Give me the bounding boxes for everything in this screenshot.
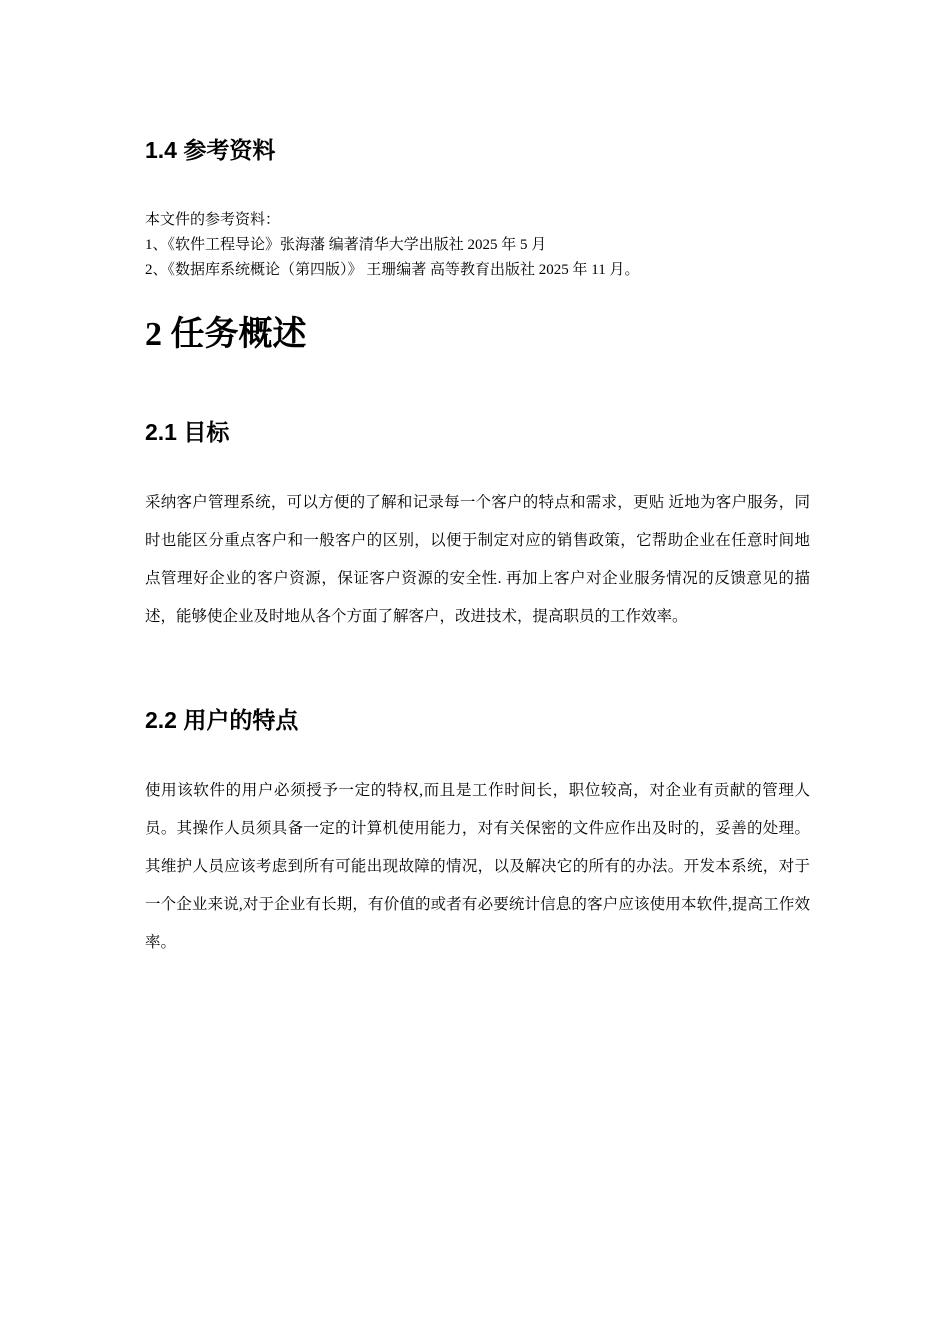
section-heading-references: 1.4 参考资料 <box>145 137 276 163</box>
user-traits-paragraph: 使用该软件的用户必须授予一定的特权,而且是工作时间长，职位较高，对企业有贡献的管理人员。其操作人员须具备一定的计算机使用能力，对有关保密的文件应作出及时的，妥善的处理。其维护人员应该考虑到所有可能出现故障的情况，以及解决它的所有的办法。开发本系统，对于一个企业来说,对于企业有长期，有价值的或者有必要统计信息的客户应该使用本软件,提高工作效率。 <box>145 782 810 951</box>
reference-intro: 本文件的参考资料： <box>145 212 281 228</box>
reference-item: 2、《数据库系统概论（第四版）》 王珊编著 高等教育出版社 2025 年 11 月。 <box>145 262 640 278</box>
chapter-heading-task-overview: 2 任务概述 <box>145 316 307 353</box>
section-heading-goal: 2.1 目标 <box>145 419 230 445</box>
reference-item: 1、《软件工程导论》张海藩 编著清华大学出版社 2025 年 5 月 <box>145 237 547 253</box>
goal-paragraph: 采纳客户管理系统，可以方便的了解和记录每一个客户的特点和需求，更贴 近地为客户服务，同时也能区分重点客户和一般客户的区别，以便于制定对应的销售政策，它帮助企业在任意时间地点管理好企业的客户资源，保证客户资源的安全性. 再加上客户对企业服务情况的反馈意见的描述，能够使企业及时地从各个方面了解客户，改进技术，提高职员的工作效率。 <box>145 494 810 625</box>
section-heading-user-traits: 2.2 用户的特点 <box>145 707 299 733</box>
reference-list <box>145 208 639 283</box>
